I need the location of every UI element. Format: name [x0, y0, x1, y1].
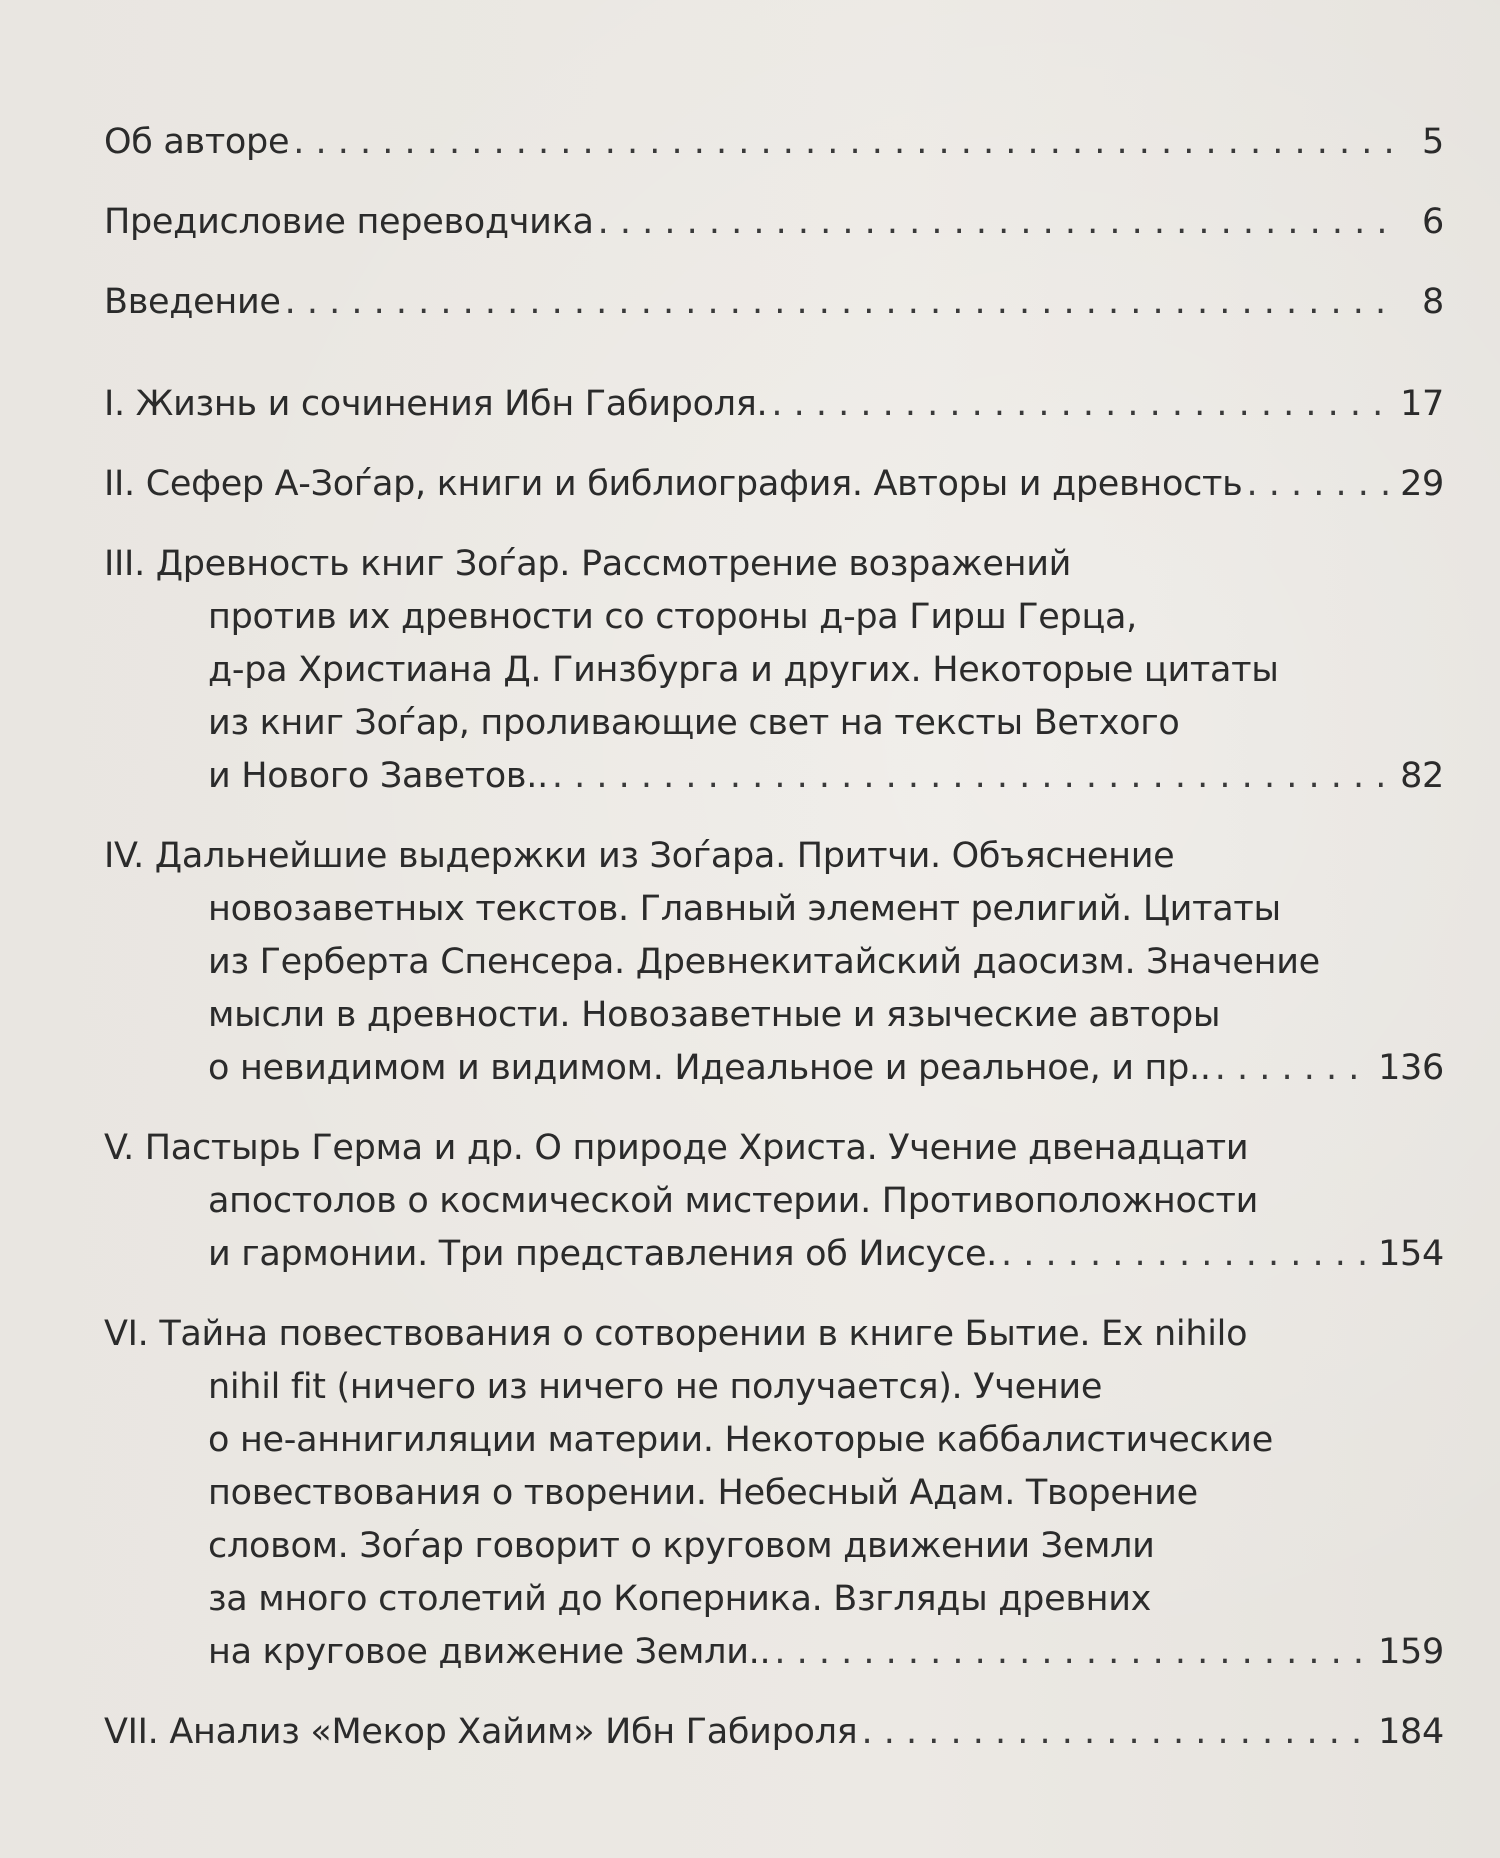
toc-entry-line: новозаветных текстов. Главный элемент религий. Цитаты [208, 889, 1281, 929]
toc-entry-title: I. Жизнь и сочинения Ибн Габироля. [104, 384, 768, 424]
toc-entry-line: словом. Зоѓар говорит о круговом движении Земли [208, 1526, 1155, 1566]
toc-entry-title: о невидимом и видимом. Идеальное и реальное, и пр.. [208, 1048, 1211, 1088]
toc-page-number: 6 [1422, 202, 1444, 242]
toc-entry-line [104, 458, 1444, 511]
toc-entry [104, 378, 1444, 431]
toc-entry-line [104, 1706, 1444, 1759]
toc-page-number: 154 [1378, 1234, 1444, 1274]
toc-entry-title: Об авторе [104, 122, 290, 162]
toc-leader-dots [598, 196, 1400, 249]
toc-page-number: 8 [1422, 282, 1444, 322]
toc-entry [104, 1706, 1444, 1759]
toc-entry-line [104, 1626, 1444, 1679]
toc-entry [104, 116, 1444, 169]
toc-entry-line: из Герберта Спенсера. Древнекитайский даосизм. Значение [208, 942, 1320, 982]
toc-leader-dots [774, 1626, 1374, 1679]
toc-entry-line: против их древности со стороны д-ра Гирш Герца, [208, 597, 1137, 637]
toc-leader-dots [293, 116, 1400, 169]
table-of-contents [104, 116, 1444, 1759]
toc-entry-title: Предисловие переводчика [104, 202, 594, 242]
toc-entry-line [104, 196, 1444, 249]
toc-leader-dots [861, 1706, 1374, 1759]
toc-leader-dots [285, 276, 1400, 329]
toc-entry-line: V. Пастырь Герма и др. О природе Христа. Учение двенадцати [104, 1128, 1249, 1168]
toc-entry-title: Введение [104, 282, 281, 322]
toc-entry-line: из книг Зоѓар, проливающие свет на тексты Ветхого [208, 703, 1180, 743]
toc-entry [104, 458, 1444, 511]
toc-page-number: 17 [1400, 384, 1444, 424]
toc-entry [104, 196, 1444, 249]
toc-entry [104, 1122, 1444, 1281]
toc-entry [104, 276, 1444, 329]
toc-leader-dots [552, 750, 1396, 803]
toc-entry-title: и Нового Заветов.. [208, 756, 548, 796]
toc-entry-line: повествования о творении. Небесный Адам. Творение [208, 1473, 1198, 1513]
toc-page-number: 29 [1400, 464, 1444, 504]
toc-entry-line [104, 1228, 1444, 1281]
toc-page-number: 5 [1422, 122, 1444, 162]
toc-entry [104, 538, 1444, 803]
toc-entry-line: за много столетий до Коперника. Взгляды древних [208, 1579, 1152, 1619]
toc-entry-line: мысли в древности. Новозаветные и языческие авторы [208, 995, 1221, 1035]
toc-entry-title: на круговое движение Земли.. [208, 1632, 771, 1672]
toc-page-number: 136 [1378, 1048, 1444, 1088]
toc-page-number: 82 [1400, 756, 1444, 796]
toc-leader-dots [1246, 458, 1396, 511]
toc-entry-line: VI. Тайна повествования о сотворении в книге Бытие. Ex nihilo [104, 1314, 1248, 1354]
toc-entry-line [104, 378, 1444, 431]
toc-entry [104, 1308, 1444, 1679]
toc-entry-line: д-ра Христиана Д. Гинзбурга и других. Некоторые цитаты [208, 650, 1279, 690]
toc-entry-line [104, 276, 1444, 329]
toc-entry-title: и гармонии. Три представления об Иисусе. [208, 1234, 998, 1274]
toc-leader-dots [1215, 1042, 1374, 1095]
toc-entry-line: III. Древность книг Зоѓар. Рассмотрение возражений [104, 544, 1072, 584]
toc-page-number: 184 [1378, 1712, 1444, 1752]
toc-entry-line: nihil fit (ничего из ничего не получается). Учение [208, 1367, 1103, 1407]
toc-entry-line [104, 750, 1444, 803]
toc-entry-line [104, 1042, 1444, 1095]
toc-entry-line: IV. Дальнейшие выдержки из Зоѓара. Притчи. Объяснение [104, 836, 1175, 876]
toc-entry-line: апостолов о космической мистерии. Противоположности [208, 1181, 1259, 1221]
toc-entry-line [104, 116, 1444, 169]
toc-entry-title: VII. Анализ «Мекор Хайим» Ибн Габироля [104, 1712, 858, 1752]
toc-entry-title: II. Сефер А-Зоѓар, книги и библиография. Авторы и древность [104, 464, 1243, 504]
toc-entry-line: о не-аннигиляции материи. Некоторые каббалистические [208, 1420, 1273, 1460]
toc-entry [104, 830, 1444, 1095]
toc-page-number: 159 [1378, 1632, 1444, 1672]
toc-leader-dots [771, 378, 1396, 431]
toc-leader-dots [1001, 1228, 1374, 1281]
